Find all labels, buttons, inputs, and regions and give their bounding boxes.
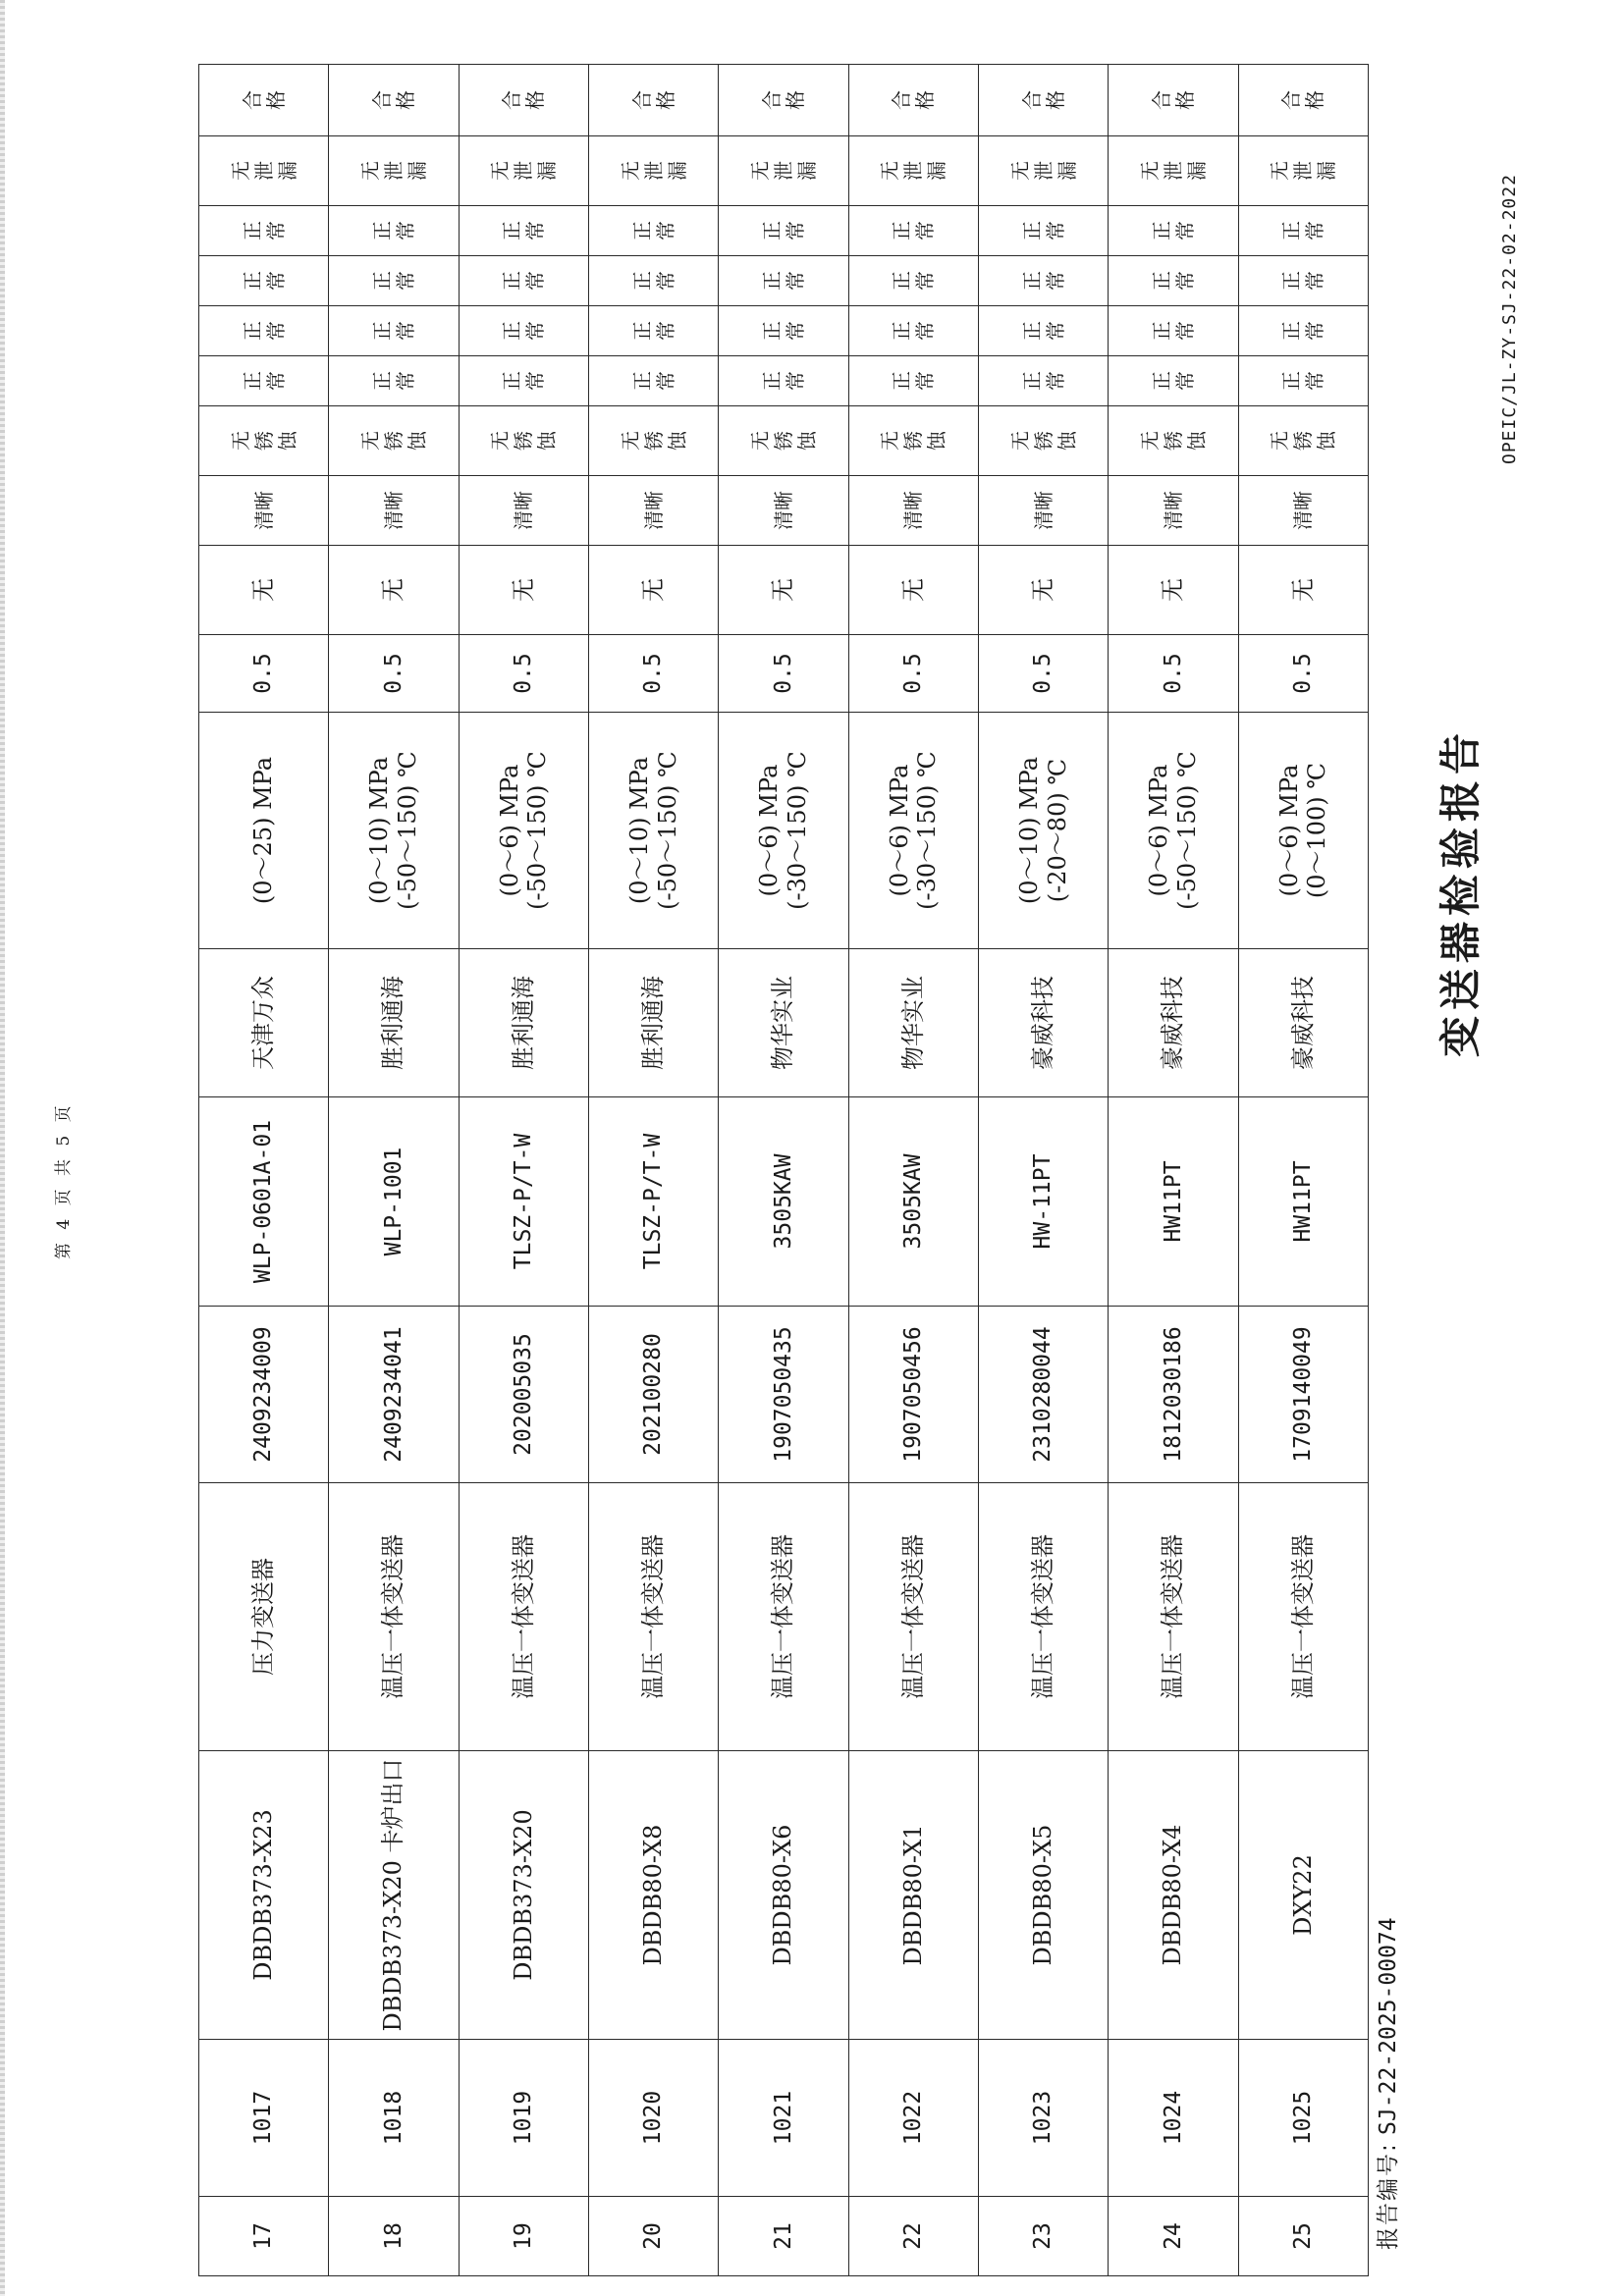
accuracy-cell: 0.5 — [719, 635, 848, 713]
temperature-range: (-50～150) ℃ — [653, 751, 681, 910]
check3-cell: 正 常 — [719, 356, 848, 406]
type-cell: 压力变送器 — [199, 1483, 329, 1751]
rust-check-cell: 无 锈 蚀 — [588, 406, 718, 476]
accuracy-cell: 0.5 — [1238, 635, 1368, 713]
check4-cell: 正 常 — [329, 306, 459, 356]
rust-check-cell: 无 锈 蚀 — [329, 406, 459, 476]
table-row — [588, 65, 718, 2276]
pressure-range: (0～10) MPa — [624, 756, 653, 905]
label-clarity-cell: 清晰 — [1238, 476, 1368, 546]
maker-cell: 胜利通海 — [588, 949, 718, 1097]
rust-check-cell: 无 锈 蚀 — [1238, 406, 1368, 476]
result-cell: 合 格 — [329, 65, 459, 136]
result-cell: 合 格 — [1238, 65, 1368, 136]
accuracy-cell: 0.5 — [1109, 635, 1238, 713]
check5-cell: 正 常 — [719, 256, 848, 306]
range-cell — [459, 713, 588, 949]
check3-cell: 正 常 — [459, 356, 588, 406]
leak-check-cell: 无 泄 漏 — [719, 136, 848, 206]
tag-cell: DBDB80-X5 — [978, 1751, 1108, 2040]
seq-cell: 24 — [1109, 2197, 1238, 2276]
check6-cell: 正 常 — [978, 206, 1108, 256]
maker-cell: 豪威科技 — [978, 949, 1108, 1097]
leak-check-cell: 无 泄 漏 — [459, 136, 588, 206]
tag-cell: DBDB373-X20 卡炉出口 — [329, 1751, 459, 2040]
seq-cell: 19 — [459, 2197, 588, 2276]
type-cell: 温压一体变送器 — [719, 1483, 848, 1751]
check3-cell: 正 常 — [978, 356, 1108, 406]
seq-cell: 20 — [588, 2197, 718, 2276]
check4-cell: 正 常 — [848, 306, 978, 356]
label-clarity-cell: 清晰 — [329, 476, 459, 546]
check5-cell: 正 常 — [199, 256, 329, 306]
model-cell: TLSZ-P/T-W — [459, 1097, 588, 1307]
range-cell — [588, 713, 718, 949]
check6-cell: 正 常 — [719, 206, 848, 256]
label-clarity-cell: 清晰 — [459, 476, 588, 546]
damage-cell: 无 — [1238, 546, 1368, 635]
accuracy-cell: 0.5 — [848, 635, 978, 713]
serial-cell: 1907050435 — [719, 1307, 848, 1483]
model-cell: WLP-0601A-01 — [199, 1097, 329, 1307]
type-cell: 温压一体变送器 — [1238, 1483, 1368, 1751]
temperature-range: (-50～150) ℃ — [523, 751, 552, 910]
check6-cell: 正 常 — [199, 206, 329, 256]
result-cell: 合 格 — [1109, 65, 1238, 136]
label-clarity-cell: 清晰 — [848, 476, 978, 546]
report-title: 变送器检验报告 — [1436, 727, 1485, 1058]
range-cell — [719, 713, 848, 949]
result-cell: 合 格 — [199, 65, 329, 136]
damage-cell: 无 — [978, 546, 1108, 635]
report-number-label: 报告编号: — [1376, 2142, 1401, 2250]
id-cell: 1020 — [588, 2040, 718, 2197]
pressure-range: (0～6) MPa — [1274, 764, 1303, 897]
label-clarity-cell: 清晰 — [719, 476, 848, 546]
result-cell: 合 格 — [978, 65, 1108, 136]
check5-cell: 正 常 — [459, 256, 588, 306]
result-cell: 合 格 — [459, 65, 588, 136]
tag-cell: DBDB80-X8 — [588, 1751, 718, 2040]
id-cell: 1021 — [719, 2040, 848, 2197]
check6-cell: 正 常 — [588, 206, 718, 256]
model-cell: 3505KAW — [848, 1097, 978, 1307]
range-cell — [978, 713, 1108, 949]
model-cell: HW11PT — [1238, 1097, 1368, 1307]
maker-cell: 胜利通海 — [329, 949, 459, 1097]
table-row — [459, 65, 588, 2276]
temperature-range: (-30～150) ℃ — [913, 751, 942, 910]
serial-cell: 2409234041 — [329, 1307, 459, 1483]
seq-cell: 18 — [329, 2197, 459, 2276]
result-cell: 合 格 — [848, 65, 978, 136]
range-cell — [199, 713, 329, 949]
pressure-range: (0～10) MPa — [365, 756, 394, 905]
report-number-value: SJ-22-2025-00074 — [1376, 1917, 1401, 2135]
inspection-table — [198, 64, 1369, 2276]
label-clarity-cell: 清晰 — [1109, 476, 1238, 546]
label-clarity-cell: 清晰 — [588, 476, 718, 546]
pressure-range: (0～6) MPa — [1145, 764, 1173, 897]
accuracy-cell: 0.5 — [588, 635, 718, 713]
accuracy-cell: 0.5 — [199, 635, 329, 713]
id-cell: 1022 — [848, 2040, 978, 2197]
serial-cell: 2310280044 — [978, 1307, 1108, 1483]
pressure-range: (0～10) MPa — [1014, 756, 1043, 905]
maker-cell: 物华实业 — [719, 949, 848, 1097]
table-row — [329, 65, 459, 2276]
label-clarity-cell: 清晰 — [978, 476, 1108, 546]
range-cell — [1238, 713, 1368, 949]
check6-cell: 正 常 — [1109, 206, 1238, 256]
range-cell — [848, 713, 978, 949]
model-cell: HW-11PT — [978, 1097, 1108, 1307]
pressure-range: (0～6) MPa — [885, 764, 913, 897]
leak-check-cell: 无 泄 漏 — [848, 136, 978, 206]
check4-cell: 正 常 — [459, 306, 588, 356]
table-row — [719, 65, 848, 2276]
id-cell: 1017 — [199, 2040, 329, 2197]
damage-cell: 无 — [1109, 546, 1238, 635]
type-cell: 温压一体变送器 — [588, 1483, 718, 1751]
model-cell: 3505KAW — [719, 1097, 848, 1307]
temperature-range: (-20～80) ℃ — [1043, 758, 1071, 903]
check4-cell: 正 常 — [1109, 306, 1238, 356]
check6-cell: 正 常 — [329, 206, 459, 256]
tag-cell: DBDB373-X23 — [199, 1751, 329, 2040]
damage-cell: 无 — [588, 546, 718, 635]
table-row — [1238, 65, 1368, 2276]
tag-cell: DBDB80-X1 — [848, 1751, 978, 2040]
type-cell: 温压一体变送器 — [1109, 1483, 1238, 1751]
check3-cell: 正 常 — [848, 356, 978, 406]
rust-check-cell: 无 锈 蚀 — [978, 406, 1108, 476]
check5-cell: 正 常 — [1109, 256, 1238, 306]
type-cell: 温压一体变送器 — [459, 1483, 588, 1751]
check6-cell: 正 常 — [459, 206, 588, 256]
seq-cell: 22 — [848, 2197, 978, 2276]
model-cell: WLP-1001 — [329, 1097, 459, 1307]
accuracy-cell: 0.5 — [459, 635, 588, 713]
label-clarity-cell: 清晰 — [199, 476, 329, 546]
page-number: 第 4 页 共 5 页 — [54, 1101, 74, 1259]
temperature-range: (-30～150) ℃ — [783, 751, 811, 910]
leak-check-cell: 无 泄 漏 — [199, 136, 329, 206]
check4-cell: 正 常 — [588, 306, 718, 356]
leak-check-cell: 无 泄 漏 — [329, 136, 459, 206]
maker-cell: 天津万众 — [199, 949, 329, 1097]
document-code: OPEIC/JL-ZY-SJ-22-02-2022 — [1499, 174, 1520, 464]
id-cell: 1019 — [459, 2040, 588, 2197]
check4-cell: 正 常 — [719, 306, 848, 356]
leak-check-cell: 无 泄 漏 — [588, 136, 718, 206]
check4-cell: 正 常 — [1238, 306, 1368, 356]
leak-check-cell: 无 泄 漏 — [1109, 136, 1238, 206]
inspection-table-wrapper — [198, 74, 1369, 2276]
check4-cell: 正 常 — [978, 306, 1108, 356]
rust-check-cell: 无 锈 蚀 — [199, 406, 329, 476]
serial-cell: 1907050456 — [848, 1307, 978, 1483]
check5-cell: 正 常 — [588, 256, 718, 306]
type-cell: 温压一体变送器 — [848, 1483, 978, 1751]
tag-cell: DBDB373-X20 — [459, 1751, 588, 2040]
check5-cell: 正 常 — [1238, 256, 1368, 306]
serial-cell: 2409234009 — [199, 1307, 329, 1483]
temperature-range: (0～100) ℃ — [1303, 762, 1331, 899]
serial-cell: 202005035 — [459, 1307, 588, 1483]
range-cell — [329, 713, 459, 949]
check3-cell: 正 常 — [588, 356, 718, 406]
result-cell: 合 格 — [588, 65, 718, 136]
serial-cell: 202100280 — [588, 1307, 718, 1483]
check5-cell: 正 常 — [978, 256, 1108, 306]
pressure-range: (0～6) MPa — [755, 764, 784, 897]
id-cell: 1018 — [329, 2040, 459, 2197]
check5-cell: 正 常 — [848, 256, 978, 306]
table-row — [1109, 65, 1238, 2276]
damage-cell: 无 — [848, 546, 978, 635]
model-cell: TLSZ-P/T-W — [588, 1097, 718, 1307]
seq-cell: 21 — [719, 2197, 848, 2276]
tag-cell: DXY22 — [1238, 1751, 1368, 2040]
tag-cell: DBDB80-X6 — [719, 1751, 848, 2040]
maker-cell: 豪威科技 — [1238, 949, 1368, 1097]
rust-check-cell: 无 锈 蚀 — [1109, 406, 1238, 476]
rust-check-cell: 无 锈 蚀 — [459, 406, 588, 476]
rust-check-cell: 无 锈 蚀 — [848, 406, 978, 476]
accuracy-cell: 0.5 — [978, 635, 1108, 713]
check5-cell: 正 常 — [329, 256, 459, 306]
damage-cell: 无 — [459, 546, 588, 635]
maker-cell: 豪威科技 — [1109, 949, 1238, 1097]
temperature-range: (-50～150) ℃ — [393, 751, 421, 910]
type-cell: 温压一体变送器 — [978, 1483, 1108, 1751]
maker-cell: 胜利通海 — [459, 949, 588, 1097]
table-row — [848, 65, 978, 2276]
pressure-range: (0～25) MPa — [249, 756, 278, 905]
seq-cell: 17 — [199, 2197, 329, 2276]
maker-cell: 物华实业 — [848, 949, 978, 1097]
check3-cell: 正 常 — [329, 356, 459, 406]
check6-cell: 正 常 — [1238, 206, 1368, 256]
inspection-table-body — [199, 65, 1369, 2276]
id-cell: 1025 — [1238, 2040, 1368, 2197]
type-cell: 温压一体变送器 — [329, 1483, 459, 1751]
check4-cell: 正 常 — [199, 306, 329, 356]
leak-check-cell: 无 泄 漏 — [1238, 136, 1368, 206]
serial-cell: 1709140049 — [1238, 1307, 1368, 1483]
damage-cell: 无 — [199, 546, 329, 635]
leak-check-cell: 无 泄 漏 — [978, 136, 1108, 206]
table-row — [199, 65, 329, 2276]
rust-check-cell: 无 锈 蚀 — [719, 406, 848, 476]
seq-cell: 25 — [1238, 2197, 1368, 2276]
result-cell: 合 格 — [719, 65, 848, 136]
check6-cell: 正 常 — [848, 206, 978, 256]
accuracy-cell: 0.5 — [329, 635, 459, 713]
check3-cell: 正 常 — [1109, 356, 1238, 406]
model-cell: HW11PT — [1109, 1097, 1238, 1307]
id-cell: 1023 — [978, 2040, 1108, 2197]
table-row — [978, 65, 1108, 2276]
pressure-range: (0～6) MPa — [495, 764, 523, 897]
damage-cell: 无 — [719, 546, 848, 635]
tag-cell: DBDB80-X4 — [1109, 1751, 1238, 2040]
damage-cell: 无 — [329, 546, 459, 635]
temperature-range: (-50～150) ℃ — [1172, 751, 1201, 910]
id-cell: 1024 — [1109, 2040, 1238, 2197]
range-cell — [1109, 713, 1238, 949]
seq-cell: 23 — [978, 2197, 1108, 2276]
check3-cell: 正 常 — [199, 356, 329, 406]
report-number-line — [1370, 1917, 1402, 2250]
check3-cell: 正 常 — [1238, 356, 1368, 406]
serial-cell: 1812030186 — [1109, 1307, 1238, 1483]
